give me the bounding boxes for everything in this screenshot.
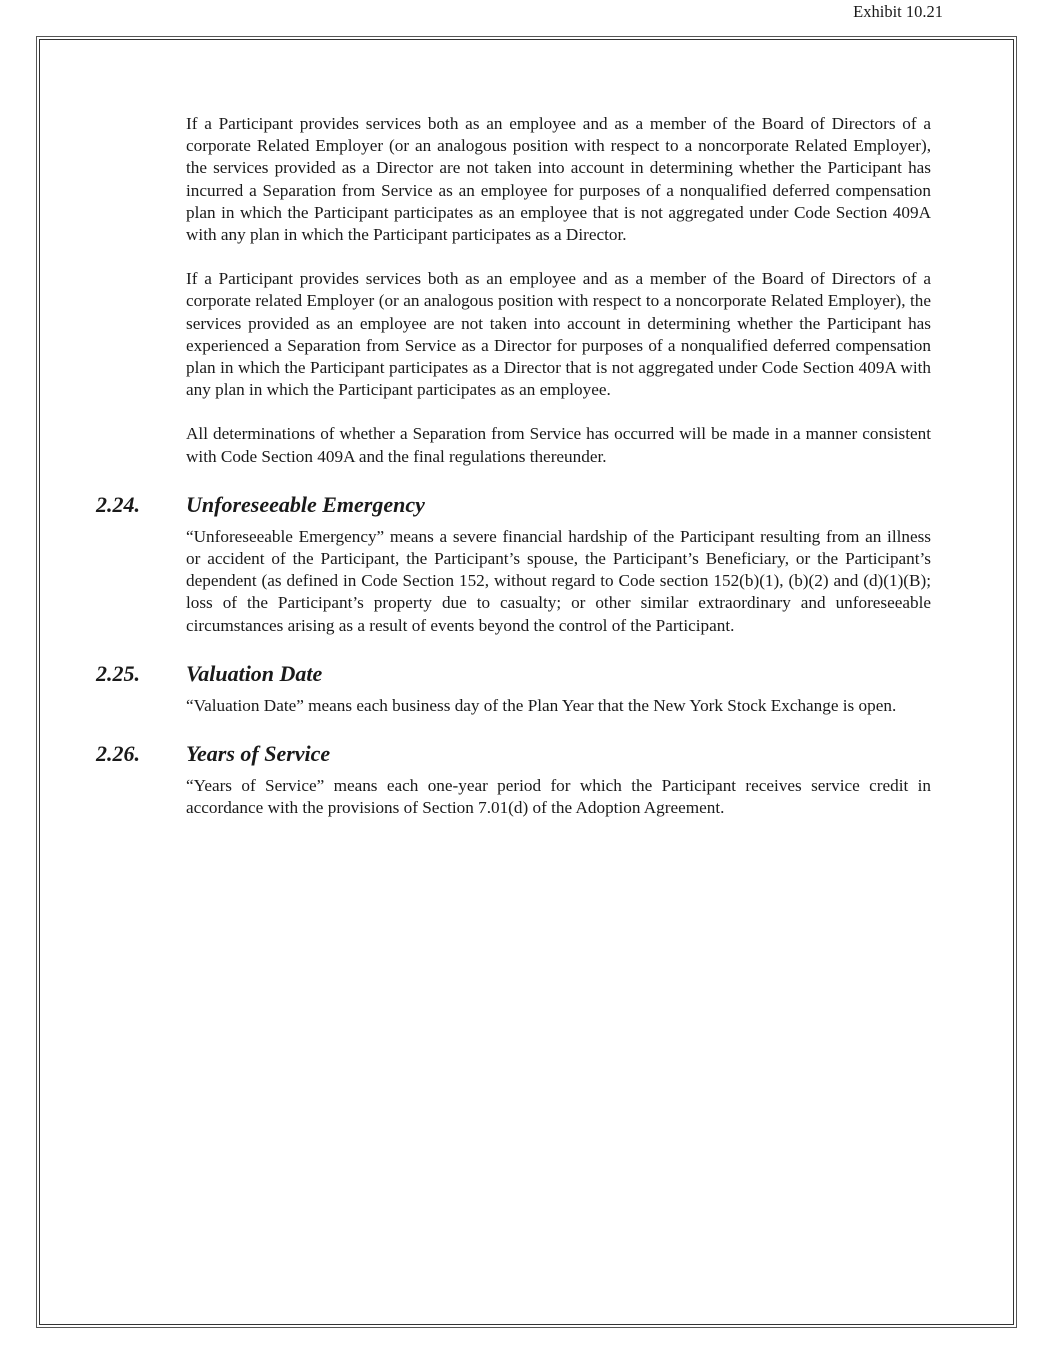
section-title: Years of Service xyxy=(186,741,331,767)
section-body: “Valuation Date” means each business day of the Plan Year that the New York Stock Exchange is open. xyxy=(186,695,897,715)
section-heading xyxy=(96,661,931,687)
section-body: “Unforeseeable Emergency” means a severe financial hardship of the Participant resulting from an illness or accident of the Participant, the Participant’s spouse, the Participant’s Beneficiary, or the Participant’s dependent (as defined in Code Section 152, without regard to Code section 152(b)(1), (b)(2) and (d)(1)(B); loss of the Participant’s property due to casualty; or other similar extraordinary and unforeseeable circumstances arising as a result of events beyond the control of the Participant. xyxy=(186,526,931,635)
section-body: “Years of Service” means each one-year period for which the Participant receives service credit in accordance with the provisions of Section 7.01(d) of the Adoption Agreement. xyxy=(186,776,931,818)
section-number: 2.24. xyxy=(96,491,140,517)
section-2-24 xyxy=(96,492,931,637)
section-2-26 xyxy=(96,741,931,819)
intro-paragraph-employee-services: If a Participant provides services both as an employee and as a member of the Board of Directors of a corporate related Employer (or an analogous position with respect to a noncorporate Related Employer), the services provided as an employee are not taken into account in determining whether the Participant has experienced a Separation from Service as a Director for purposes of a nonqualified deferred compensation plan in which the Participant participates as a Director that is not aggregated under Code Section 409A with any plan in which the Participant participates as an employee. xyxy=(186,269,931,400)
exhibit-label: Exhibit 10.21 xyxy=(853,2,943,21)
intro-paragraph-director-services: If a Participant provides services both as an employee and as a member of the Board of Directors of a corporate Related Employer (or an analogous position with respect to a noncorporate Related Employer), the services provided as a Director are not taken into account in determining whether the Participant has incurred a Separation from Service as an employee for purposes of a nonqualified deferred compensation plan in which the Participant participates as an employee that is not aggregated under Code Section 409A with any plan in which the Participant participates as a Director. xyxy=(186,114,931,245)
intro-paragraph-determinations: All determinations of whether a Separation from Service has occurred will be made in a manner consistent with Code Section 409A and the final regulations thereunder. xyxy=(186,424,931,466)
section-number: 2.26. xyxy=(96,741,140,767)
document-body xyxy=(96,113,931,841)
section-title: Valuation Date xyxy=(186,660,323,686)
section-heading xyxy=(96,741,931,767)
section-heading xyxy=(96,492,931,518)
section-2-25 xyxy=(96,661,931,717)
section-number: 2.25. xyxy=(96,660,140,686)
section-title: Unforeseeable Emergency xyxy=(186,491,425,517)
